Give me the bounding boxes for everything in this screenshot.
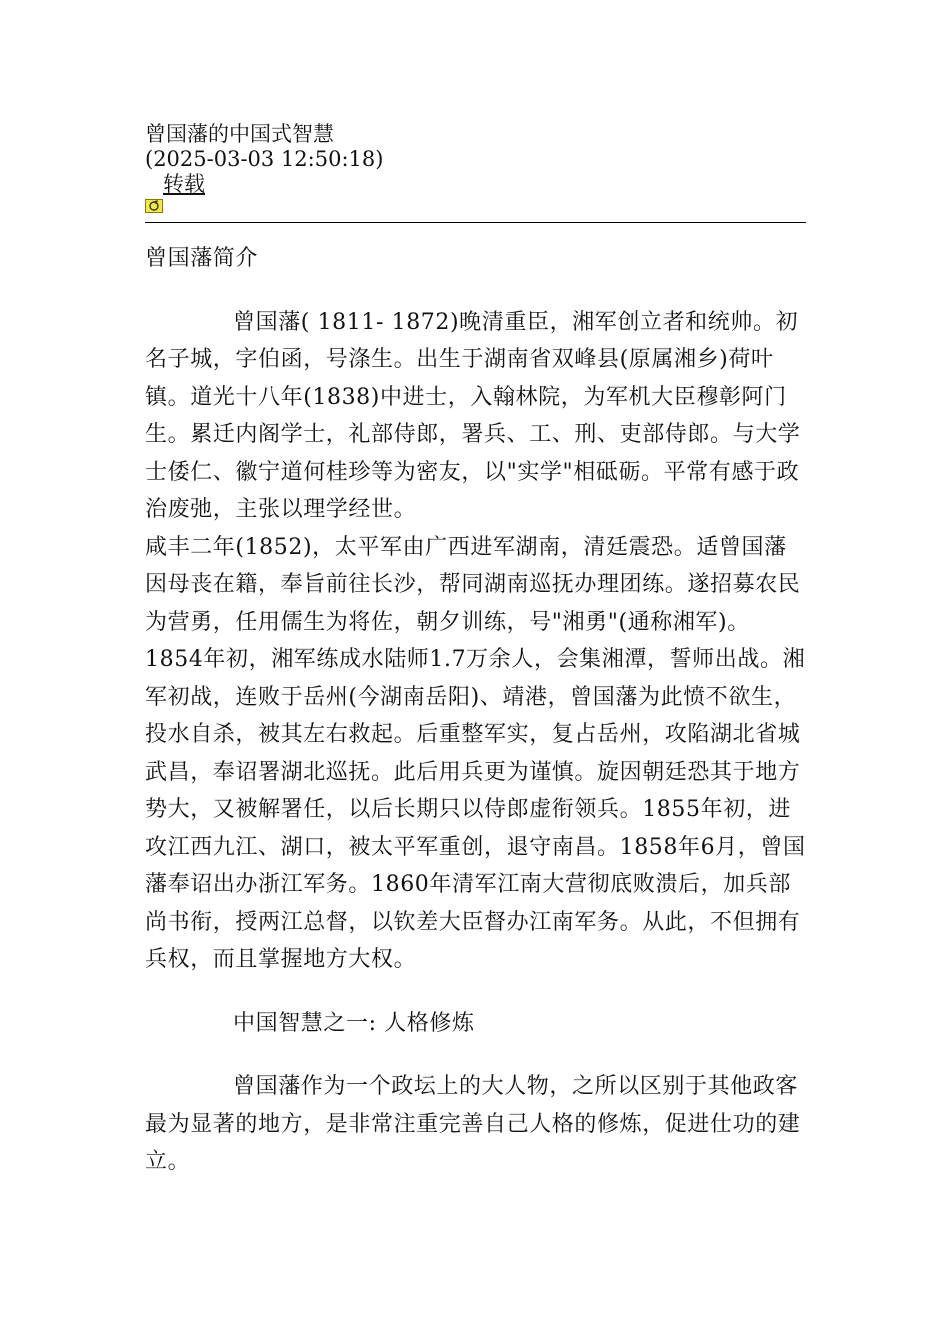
header-divider [145, 222, 806, 223]
article-body [145, 240, 807, 1181]
post-header [145, 122, 383, 213]
repost-link[interactable]: 转载 [163, 172, 205, 196]
post-date: (2025-03-03 12:50:18) [145, 147, 384, 171]
paragraph-biography: 曾国藩( 1811- 1872)晚清重臣，湘军创立者和统帅。初名子城，字伯函，号涤生。出生于湖南省双峰县(原属湘乡)荷叶镇。道光十八年(1838)中进士，入翰林院，为军机大臣穆彰阿门生。累迁内阁学士，礼部侍郎，署兵、工、刑、吏部侍郎。与大学士倭仁、徽宁道何桂珍等为密友，以"实学"相砥砺。平常有感于政治废弛，主张以理学经世。 [145, 309, 801, 522]
post-title: 曾国藩的中国式智慧 [145, 122, 334, 146]
paragraph-military-career: 咸丰二年(1852)，太平军由广西进军湖南，清廷震恐。适曾国藩因母丧在籍，奉旨前往长沙，帮同湖南巡抚办理团练。遂招募农民为营勇，任用儒生为将佐，朝夕训练，号"湘勇"(通称湘军)。1854年初，湘军练成水陆师1.7万余人，会集湘潭，誓师出战。湘军初战，连败于岳州(今湖南岳阳)、靖港，曾国藩为此愤不欲生，投水自杀，被其左右救起。后重整军实，复占岳州，攻陷湖北省城武昌，奉诏署湖北巡抚。此后用兵更为谨慎。旋因朝廷恐其于地方势大，又被解署任，以后长期只以侍郎虚衔领兵。1855年初，进攻江西九江、湖口，被太平军重创，退守南昌。1858年6月，曾国藩奉诏出办浙江军务。1860年清军江南大营彻底败溃后，加兵部尚书衔，授两江总督，以钦差大臣督办江南军务。从此，不但拥有兵权，而且掌握地方大权。 [145, 534, 806, 972]
link-icon-glyph [148, 200, 160, 212]
repost-row [145, 172, 383, 197]
section-heading-wisdom-1: 中国智慧之一: 人格修炼 [233, 1010, 475, 1036]
paragraph-personality-cultivation: 曾国藩作为一个政坛上的大人物，之所以区别于其他政客最为显著的地方，是非常注重完善自己人格的修炼，促进仕功的建立。 [145, 1074, 801, 1174]
link-icon[interactable] [145, 199, 163, 213]
section-heading-intro: 曾国藩简介 [145, 246, 259, 271]
